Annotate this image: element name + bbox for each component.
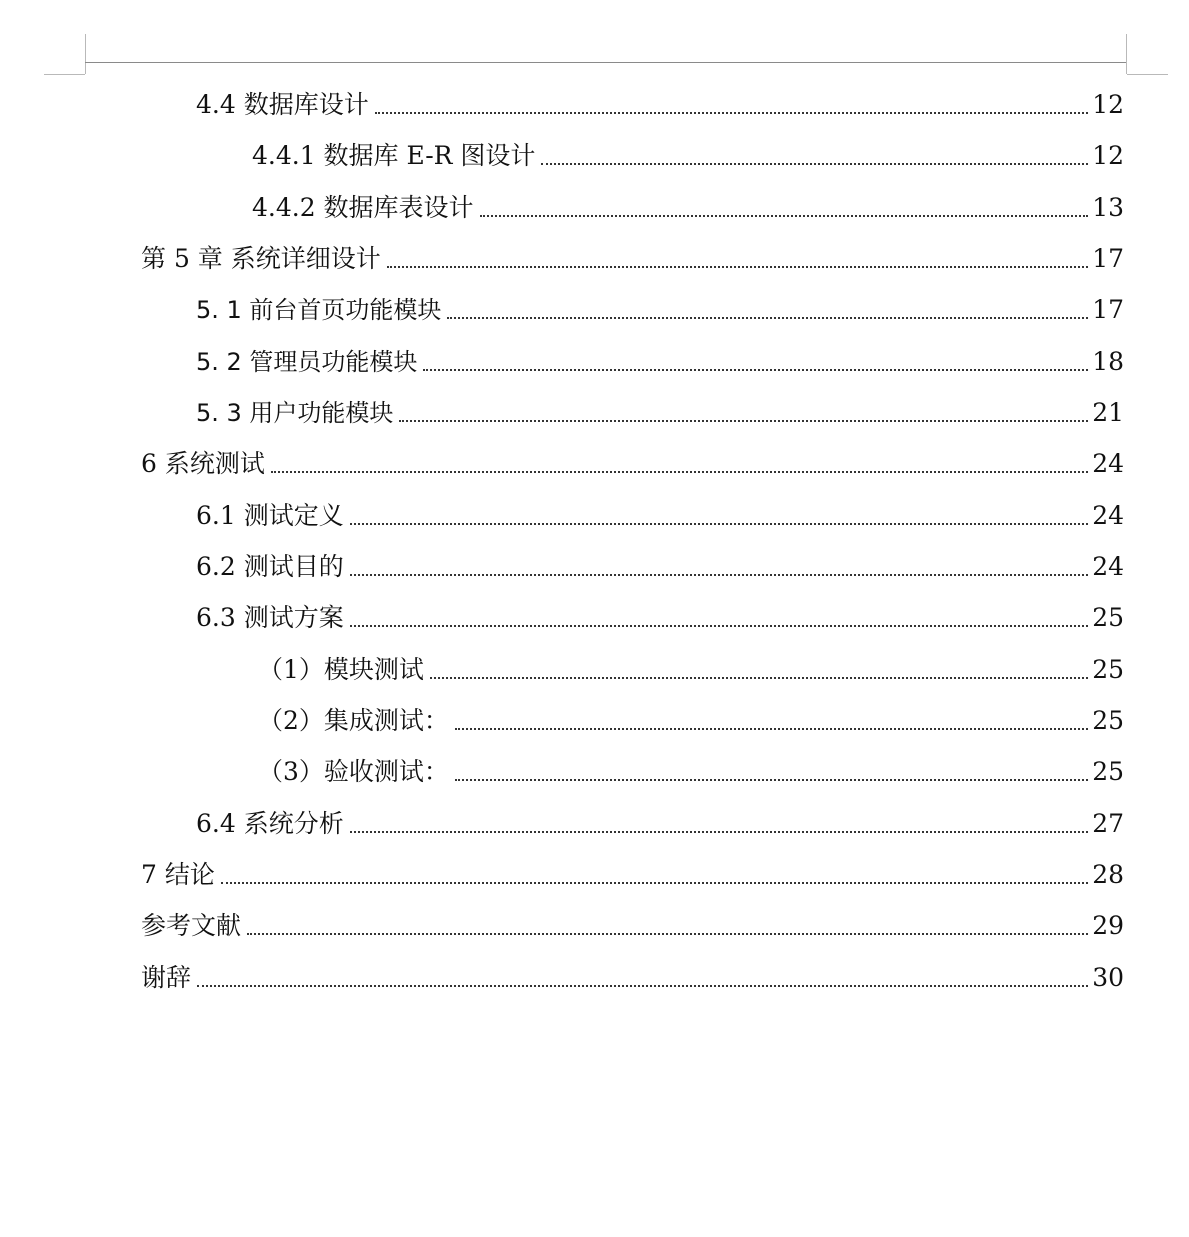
toc-entry-label: 6.1 测试定义	[196, 501, 344, 530]
dot-leader	[375, 112, 1088, 114]
toc-entry-label: 4.4.1 数据库 E-R 图设计	[252, 141, 536, 170]
toc-entry[interactable]	[252, 131, 1124, 171]
toc-entry[interactable]	[141, 953, 1124, 993]
crop-mark	[85, 34, 86, 74]
crop-mark	[1127, 74, 1168, 75]
toc-page-number: 27	[1092, 809, 1124, 838]
dot-leader	[350, 625, 1088, 627]
dot-leader	[197, 985, 1088, 987]
dot-leader	[455, 779, 1088, 781]
toc-entry[interactable]	[196, 388, 1124, 428]
toc-page-number: 30	[1092, 963, 1124, 992]
toc-entry-label: 5. 3 用户功能模块	[196, 399, 394, 427]
toc-page-number: 17	[1092, 295, 1124, 324]
dot-leader	[350, 523, 1088, 525]
toc-page-number: 13	[1092, 193, 1124, 222]
dot-leader	[480, 215, 1089, 217]
toc-entry[interactable]	[141, 439, 1124, 479]
toc-entry-label: 6.2 测试目的	[196, 552, 344, 581]
toc-entry-label: 4.4 数据库设计	[196, 90, 369, 119]
toc-entry-label: （3）验收测试：	[258, 757, 449, 786]
toc-page-number: 25	[1092, 655, 1124, 684]
toc-page-number: 12	[1092, 141, 1124, 170]
toc-entry[interactable]	[196, 542, 1124, 582]
toc-entry[interactable]	[196, 285, 1124, 325]
toc-entry-label: 5. 1 前台首页功能模块	[196, 296, 442, 324]
toc-entry[interactable]	[141, 850, 1124, 890]
toc-entry-label: 7 结论	[141, 860, 215, 889]
dot-leader	[423, 369, 1088, 371]
toc-page-number: 24	[1092, 449, 1124, 478]
toc-page-number: 17	[1092, 244, 1124, 273]
header-rule	[85, 62, 1126, 63]
dot-leader	[271, 471, 1088, 473]
dot-leader	[247, 933, 1088, 935]
toc-page-number: 18	[1092, 347, 1124, 376]
crop-mark	[1126, 34, 1127, 74]
toc-entry-label: 谢辞	[141, 963, 192, 992]
toc-entry-label: 第 5 章 系统详细设计	[141, 244, 381, 273]
toc-page-number: 25	[1092, 706, 1124, 735]
toc-entry-label: 6.4 系统分析	[196, 809, 344, 838]
dot-leader	[447, 317, 1088, 319]
toc-entry[interactable]	[196, 80, 1124, 120]
dot-leader	[430, 677, 1088, 679]
toc-entry[interactable]	[196, 799, 1124, 839]
dot-leader	[350, 574, 1088, 576]
toc-page-number: 21	[1092, 398, 1124, 427]
dot-leader	[221, 882, 1088, 884]
toc-entry[interactable]	[258, 747, 1124, 787]
toc-entry-label: 6 系统测试	[141, 449, 265, 478]
toc-page-number: 25	[1092, 603, 1124, 632]
toc-page-number: 12	[1092, 90, 1124, 119]
dot-leader	[350, 831, 1088, 833]
dot-leader	[541, 163, 1088, 165]
toc-page-number: 24	[1092, 552, 1124, 581]
toc-entry[interactable]	[141, 234, 1124, 274]
toc-entry[interactable]	[258, 645, 1124, 685]
toc-entry-label: （1）模块测试	[258, 655, 424, 684]
toc-entry[interactable]	[196, 593, 1124, 633]
toc-page-number: 28	[1092, 860, 1124, 889]
toc-entry-label: 4.4.2 数据库表设计	[252, 193, 474, 222]
toc-entry-label: 6.3 测试方案	[196, 603, 344, 632]
toc-entry[interactable]	[196, 491, 1124, 531]
toc-entry[interactable]	[252, 183, 1124, 223]
toc-page-number: 29	[1092, 911, 1124, 940]
dot-leader	[399, 420, 1088, 422]
toc-page-number: 24	[1092, 501, 1124, 530]
dot-leader	[455, 728, 1088, 730]
toc-entry-label: 5. 2 管理员功能模块	[196, 348, 418, 376]
toc-page-number: 25	[1092, 757, 1124, 786]
toc-entry[interactable]	[258, 696, 1124, 736]
toc-entry[interactable]	[141, 901, 1124, 941]
toc-entry[interactable]	[196, 337, 1124, 377]
toc-entry-label: 参考文献	[141, 911, 242, 940]
crop-mark	[44, 74, 85, 75]
toc-entry-label: （2）集成测试：	[258, 706, 449, 735]
dot-leader	[387, 266, 1088, 268]
